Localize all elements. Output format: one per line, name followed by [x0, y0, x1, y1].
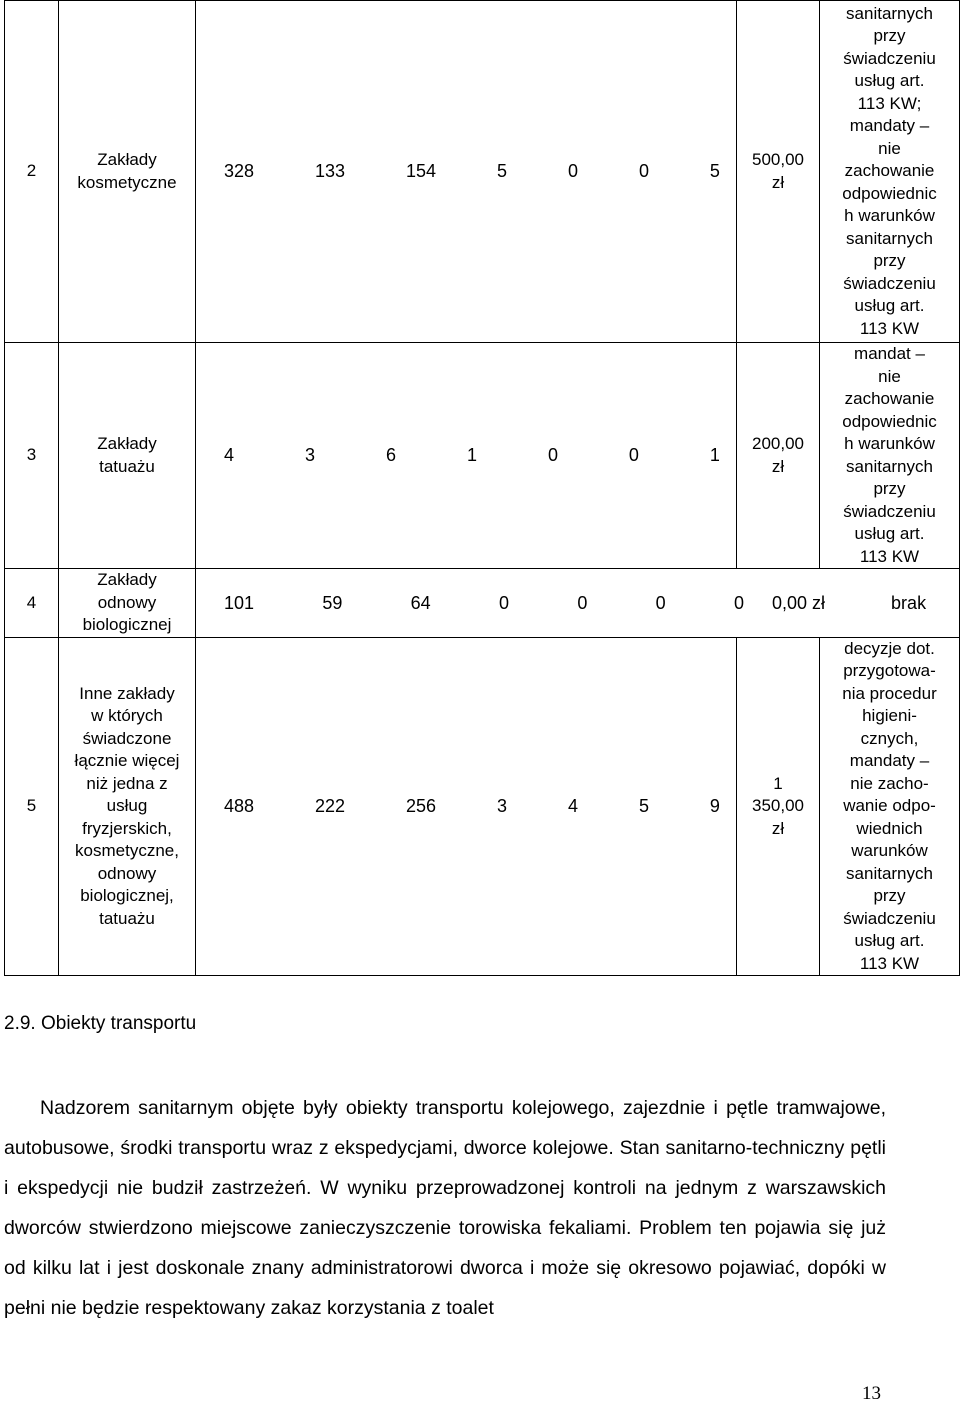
count-value: 101 [224, 592, 255, 613]
count-value: 4 [224, 445, 235, 466]
count-value: 5 [709, 161, 720, 182]
count-value: 328 [224, 161, 255, 182]
fine-amount: 500,00 zł [737, 1, 820, 343]
count-value: 3 [304, 445, 315, 466]
facility-name: Inne zakłady w których świadczone łącznie więcej niż jedna z usług fryzjerskich, kosmetyczne, odnowy biologicznej, tatuażu [59, 637, 196, 976]
inspection-table [4, 0, 960, 976]
counts-cell [196, 637, 737, 976]
remarks: sanitarnych przy świadczeniu usług art. 113 KW; mandaty – nie zachowanie odpowiednic h warunków sanitarnych przy świadczeniu usług art. 113 KW [820, 1, 960, 343]
facility-name: Zakłady kosmetyczne [59, 1, 196, 343]
count-value: 0 [499, 592, 510, 613]
section-heading: 2.9. Obiekty transportu [4, 1013, 197, 1034]
facility-name: Zakłady odnowy biologicznej [59, 569, 196, 638]
count-value: 5 [497, 161, 508, 182]
page-number: 13 [862, 1383, 881, 1404]
count-value: 222 [315, 796, 346, 816]
count-value: 1 [466, 445, 477, 466]
count-value: 64 [410, 592, 431, 613]
counts-cell [196, 343, 737, 569]
count-value: 488 [224, 796, 255, 816]
fine-amount: 0,00 zł [772, 592, 826, 613]
paragraph-text: Nadzorem sanitarnym objęte były obiekty transportu kolejowego, zajezdnie i pętle tramwajowe, autobusowe, środki transportu wraz z ekspedycjami, dworce kolejowe. Stan sanitarno-techniczny pętli i ekspedycji nie budził zastrzeżeń. W wyniku przeprowadzonej kontroli na jednym z warszawskich dworców stwierdzono miejscowe zanieczyszczenie torowiska fekaliami. Problem ten pojawia się już od kilku lat i jest doskonale znany administratorowi dworca i może się okresowo pojawiać, dopóki w pełni nie będzie respektowany zakaz korzystania z toalet [4, 1097, 886, 1319]
count-value: 0 [638, 161, 649, 182]
table-row [5, 1, 960, 343]
row-number: 2 [5, 1, 59, 343]
remarks: decyzje dot. przygotowa- nia procedur higieni- cznych, mandaty – nie zacho- wanie odpo- wiednich warunków sanitarnych przy świadczeniu usług art. 113 KW [820, 637, 960, 976]
row-number: 4 [5, 569, 59, 638]
count-value: 59 [322, 592, 343, 613]
fine-amount: 1 350,00 zł [737, 637, 820, 976]
remarks: mandat – nie zachowanie odpowiednic h warunków sanitarnych przy świadczeniu usług art. 113 KW [820, 343, 960, 569]
count-value: 133 [315, 161, 346, 182]
facility-name: Zakłady tatuażu [59, 343, 196, 569]
count-value: 4 [567, 796, 578, 816]
count-value: 154 [406, 161, 437, 182]
counts-cell [196, 1, 737, 343]
row-number: 5 [5, 637, 59, 976]
table-row [5, 343, 960, 569]
counts-cell [196, 569, 960, 638]
count-value: 256 [406, 796, 437, 816]
count-value: 0 [567, 161, 578, 182]
count-value: 0 [733, 592, 744, 613]
count-value: 0 [577, 592, 588, 613]
fine-amount: 200,00 zł [737, 343, 820, 569]
section-paragraph [4, 1088, 886, 1328]
count-value: 0 [655, 592, 666, 613]
count-value: 9 [709, 796, 720, 816]
remarks: brak [891, 592, 927, 613]
count-value: 0 [547, 445, 558, 466]
count-value: 0 [628, 445, 639, 466]
count-value: 3 [497, 796, 508, 816]
table-row [5, 637, 960, 976]
count-value: 1 [709, 445, 720, 466]
count-value: 5 [638, 796, 649, 816]
count-value: 6 [385, 445, 396, 466]
row-number: 3 [5, 343, 59, 569]
table-row [5, 569, 960, 638]
